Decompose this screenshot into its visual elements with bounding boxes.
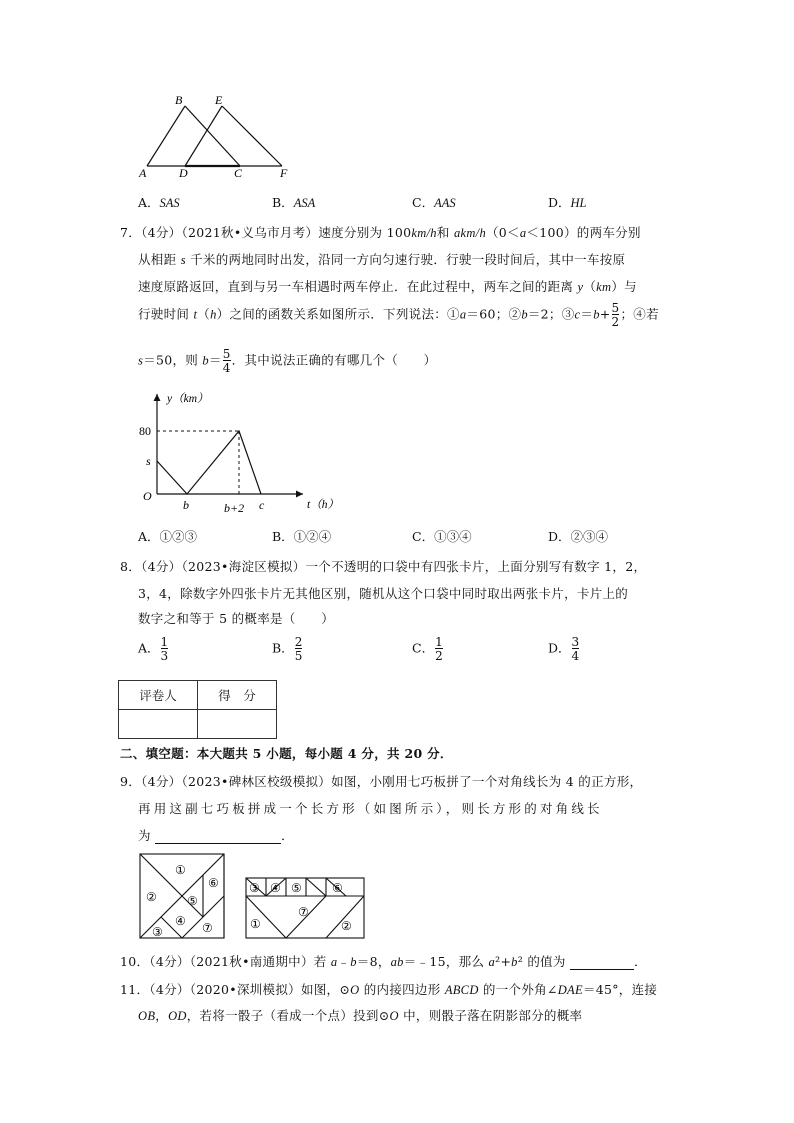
distance-time-graph: [135, 388, 355, 520]
q7-line-4: 行驶时间 t（h）之间的函数关系如图所示．下列说法：①a＝60；②b＝2；③c＝b+ $\frac{5}{2}$ ；④若: [138, 301, 659, 329]
q9-line-3: 为 ．: [138, 828, 294, 843]
q8-option-c: C． $\frac{1}{2}$: [412, 635, 443, 663]
q8-line-1: 8．（4分）（2023•海淀区模拟）一个不透明的口袋中有四张卡片，上面分别写有数字 1，2，: [120, 559, 647, 574]
q6-option-c: C．AAS: [412, 195, 456, 210]
y-axis-label: y（km）: [167, 393, 209, 405]
tick-label-80: 80: [139, 424, 151, 438]
tangram-right-1: ①: [250, 917, 261, 931]
q7-option-c: C．①③④: [412, 529, 472, 544]
tangram-left-5: ⑤: [187, 894, 198, 908]
q8-line-2: 3，4，除数字外四张卡片无其他区别，随机从这个口袋中同时取出两张卡片，卡片上的: [138, 586, 629, 601]
q7-option-b: B．①②④: [272, 529, 332, 544]
tangram-figures: [136, 850, 372, 942]
x-axis-label: t（h）: [307, 499, 339, 511]
tangram-left-4: ④: [175, 914, 186, 928]
fraction-5-4: $\frac{5}{4}$: [222, 347, 231, 375]
q8-option-b: B． $\frac{2}{5}$: [272, 635, 303, 663]
q6-option-a: A．SAS: [138, 195, 180, 210]
origin-label: O: [143, 489, 152, 503]
graph-line: [157, 431, 261, 494]
tick-label-b: b: [183, 498, 189, 512]
q7-line-2: 从相距 s 千米的两地同时出发，沿同一方向匀速行驶．行驶一段时间后，其中一车按原: [138, 252, 626, 267]
fraction-5-2: $\frac{5}{2}$: [611, 301, 620, 329]
q8-option-d: D． $\frac{3}{4}$: [548, 635, 580, 663]
tangram-left-6: ⑥: [208, 876, 219, 890]
q8-line-3: 数字之和等于 5 的概率是（ ）: [138, 611, 335, 626]
q10-line: 10．（4分）（2021秋•南通期中）若 a﹣b＝8，ab＝﹣15，那么 a²+b² 的值为 ．: [120, 954, 647, 969]
label-b: B: [175, 93, 183, 107]
q11-line-1: 11．（4分）（2020•深圳模拟）如图，⊙O 的内接四边形 ABCD 的一个外角∠DAE＝45°，连接: [120, 982, 658, 997]
label-e: E: [215, 93, 223, 107]
label-c: C: [234, 166, 243, 180]
score-table: [118, 680, 277, 739]
tick-label-c: c: [259, 498, 265, 512]
tangram-left-7: ⑦: [202, 921, 213, 935]
score-header: 得 分: [198, 681, 277, 710]
segment-de: [185, 106, 222, 166]
q11-line-2: OB，OD，若将一骰子（看成一个点）投到⊙O 中，则骰子落在阴影部分的概率: [138, 1008, 583, 1023]
q7-line-3: 速度原路返回，直到与另一车相遇时两车停止．在此过程中，两车之间的距离 y（km）与: [138, 279, 637, 294]
q8-option-a: A． $\frac{1}{3}$: [138, 635, 169, 663]
tangram-left-2: ②: [146, 890, 157, 904]
grader-header: 评卷人: [119, 681, 198, 710]
segment-ab: [147, 106, 185, 166]
q10-answer-blank[interactable]: [570, 955, 634, 970]
tangram-right-3: ③: [249, 881, 260, 895]
grader-cell[interactable]: [119, 710, 198, 739]
q7-line-1: 7．（4分）（2021秋•义乌市月考）速度分别为 100km/h和 akm/h（0＜a＜100）的两车分别: [120, 225, 641, 240]
tangram-right-7: ⑦: [298, 905, 309, 919]
label-f: F: [280, 166, 288, 180]
q6-option-d: D．HL: [548, 195, 587, 210]
q6-option-b: B．ASA: [272, 195, 316, 210]
tangram-left-3: ③: [152, 925, 163, 939]
q9-line-1: 9．（4分）（2023•碑林区校级模拟）如图，小刚用七巧板拼了一个对角线长为 4 的正方形，: [120, 774, 643, 789]
q9-line-2: 再用这副七巧板拼成一个长方形（如图所示），则长方形的对角线长: [138, 801, 603, 816]
label-d: D: [179, 166, 188, 180]
q7-option-a: A．①②③: [138, 529, 198, 544]
q7-option-d: D．②③④: [548, 529, 609, 544]
tangram-left-1: ①: [175, 863, 186, 877]
tick-label-s: s: [146, 454, 151, 468]
q7-line-5: s＝50，则 b＝ $\frac{5}{4}$ ．其中说法正确的有哪几个（ ）: [138, 347, 437, 375]
q9-answer-blank[interactable]: [155, 829, 281, 844]
section-heading: 二、填空题：本大题共 5 小题，每小题 4 分，共 20 分．: [120, 746, 453, 761]
label-a: A: [139, 166, 147, 180]
tangram-right-4: ④: [270, 881, 281, 895]
tangram-right-6: ⑥: [332, 881, 343, 895]
triangle-figure: [130, 90, 310, 180]
score-cell[interactable]: [198, 710, 277, 739]
tangram-right-2: ②: [341, 919, 352, 933]
tick-label-b-plus-2: b+2: [224, 501, 245, 515]
tangram-right-5: ⑤: [291, 881, 302, 895]
